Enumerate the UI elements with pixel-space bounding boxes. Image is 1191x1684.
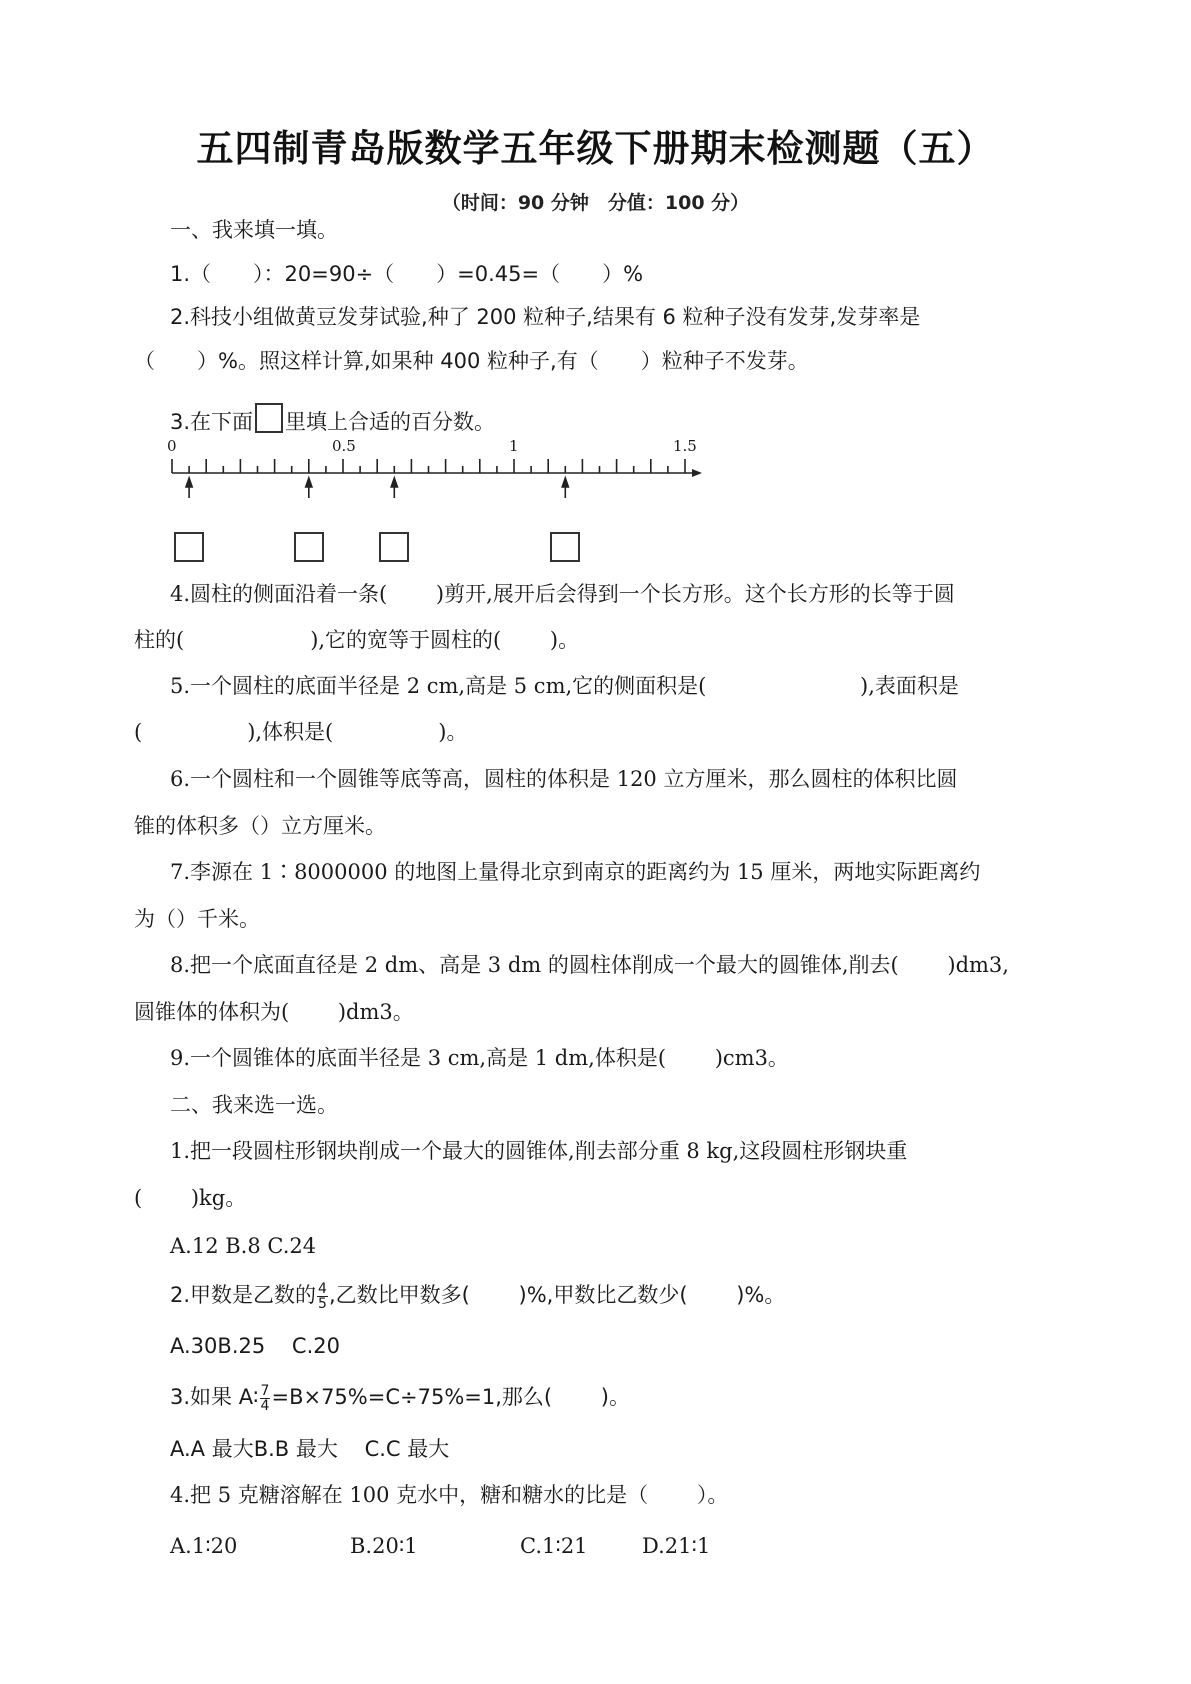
question-1-2-line2: （ ）%。照这样计算,如果种 400 粒种子,有（ ）粒种子不发芽。 [134,349,809,373]
question-1-3-suffix: 里填上合适的百分数。 [285,410,496,434]
question-2-3-suffix: =B×75%=C÷75%=1,那么( )。 [271,1385,630,1409]
answer-box-1[interactable] [174,532,204,562]
option-a[interactable]: A.1∶20 [170,1534,238,1558]
pointer-arrows [186,478,568,498]
section-2-heading: 二、我来选一选。 [170,1093,338,1117]
option-a[interactable]: A.30 [170,1334,218,1358]
question-2-3 [170,1383,630,1413]
question-1-9: 9.一个圆锥体的底面半径是 3 cm,高是 1 dm,体积是( )cm3。 [170,1046,789,1070]
option-b[interactable]: B.25 [217,1334,266,1358]
page-title: 五四制青岛版数学五年级下册期末检测题（五） [196,127,995,170]
question-2-3-prefix: 3.如果 A∶ [170,1385,259,1409]
number-line-label-0: 0 [167,437,177,455]
question-2-1-line2: ( )kg。 [134,1186,247,1210]
question-2-2-prefix: 2.甲数是乙数的 [170,1283,317,1307]
answer-box-4[interactable] [550,532,580,562]
option-c[interactable]: C.1∶21 [520,1534,588,1558]
number-line-label-0-5: 0.5 [332,437,356,455]
option-b[interactable]: B.20∶1 [350,1534,418,1558]
question-1-8-line1: 8.把一个底面直径是 2 dm、高是 3 dm 的圆柱体削成一个最大的圆锥体,削去( )dm3, [170,953,1009,977]
question-1-5-line1: 5.一个圆柱的底面半径是 2 cm,高是 5 cm,它的侧面积是( ),表面积是 [170,674,959,698]
question-1-6-line2: 锥的体积多（）立方厘米。 [134,814,386,838]
number-line-label-1: 1 [509,437,519,455]
numerator: 4 [318,1280,327,1297]
question-2-2-options [170,1332,340,1360]
question-2-4-options [170,1532,710,1560]
fraction-7-4 [260,1384,271,1413]
question-1-4-line2: 柱的( ),它的宽等于圆柱的( )。 [134,628,580,652]
section-1-heading: 一、我来填一填。 [170,218,338,242]
denominator: 5 [318,1295,327,1312]
question-2-1-line1: 1.把一段圆柱形钢块削成一个最大的圆锥体,削去部分重 8 kg,这段圆柱形钢块重 [170,1139,908,1163]
question-1-3-prefix: 3.在下面 [170,410,254,434]
denominator: 4 [260,1397,270,1414]
question-2-2 [170,1281,785,1311]
answer-box-2[interactable] [294,532,324,562]
answer-box-3[interactable] [379,532,409,562]
numerator: 7 [260,1382,270,1399]
option-c[interactable]: C.C 最大 [364,1437,450,1461]
option-d[interactable]: D.21∶1 [642,1534,711,1558]
question-2-2-suffix: ,乙数比甲数多( )%,甲数比乙数少( )%。 [328,1283,786,1307]
question-1-3 [170,403,495,436]
option-b[interactable]: B.8 [225,1234,261,1258]
question-2-3-options [170,1435,449,1463]
question-1-4-line1: 4.圆柱的侧面沿着一条( )剪开,展开后会得到一个长方形。这个长方形的长等于圆 [170,582,955,606]
exam-info: （时间：90 分钟 分值：100 分） [441,192,750,214]
answer-box-sample-icon [255,403,283,433]
question-1-5-line2: ( ),体积是( )。 [134,720,468,744]
question-1-7-line1: 7.李源在 1∶8000000 的地图上量得北京到南京的距离约为 15 厘米，两地实际距离约 [170,860,981,884]
question-1-2-line1: 2.科技小组做黄豆发芽试验,种了 200 粒种子,结果有 6 粒种子没有发芽,发芽率是 [170,305,921,329]
option-c[interactable]: C.20 [291,1334,340,1358]
question-2-4: 4.把 5 克糖溶解在 100 克水中，糖和糖水的比是（ ）。 [170,1483,729,1507]
question-1-7-line2: 为（）千米。 [134,907,260,931]
question-1-1: 1.（ ）：20=90÷（ ）=0.45=（ ）% [170,262,644,286]
question-2-1-options [170,1232,316,1260]
option-c[interactable]: C.24 [267,1234,317,1258]
option-b[interactable]: B.B 最大 [253,1437,338,1461]
question-1-8-line2: 圆锥体的体积为( )dm3。 [134,1000,414,1024]
option-a[interactable]: A.A 最大 [170,1437,254,1461]
number-line-label-1-5: 1.5 [673,437,697,455]
question-1-6-line1: 6.一个圆柱和一个圆锥等底等高，圆柱的体积是 120 立方厘米，那么圆柱的体积比圆 [170,767,958,791]
fraction-4-5 [317,1282,328,1311]
option-a[interactable]: A.12 [170,1234,219,1258]
